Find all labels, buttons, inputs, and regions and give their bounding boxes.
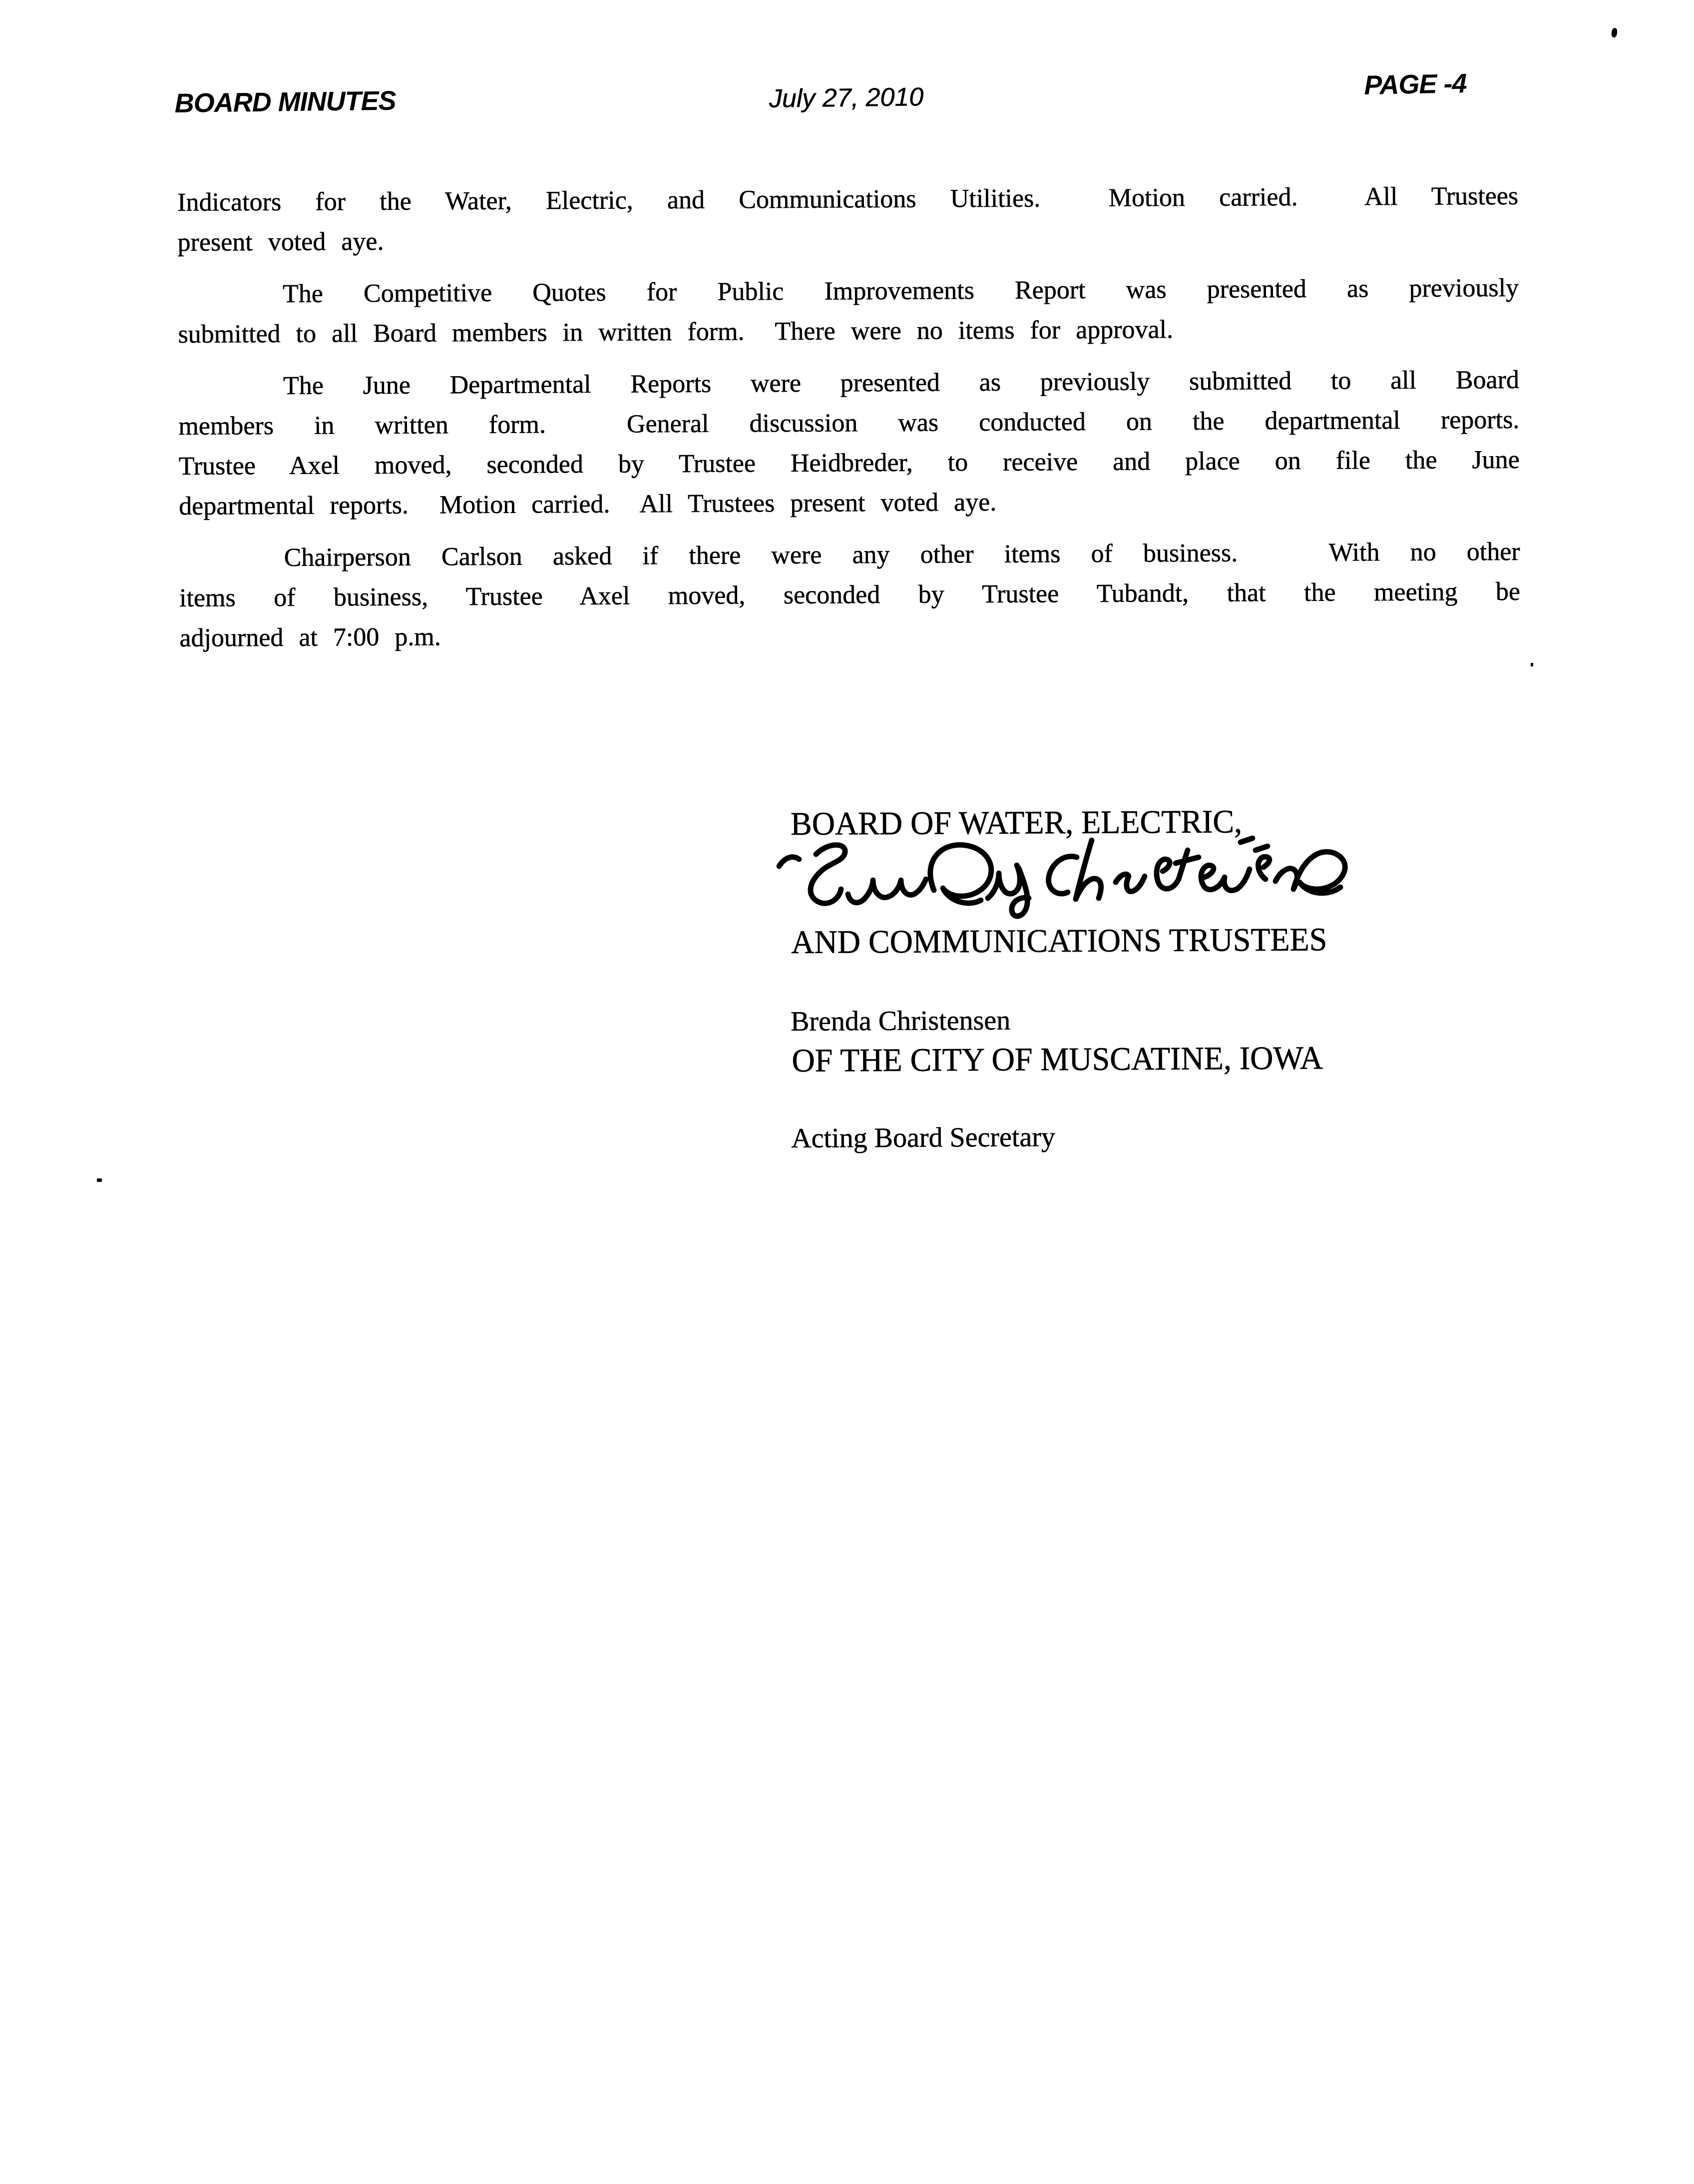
signer-block — [790, 923, 1056, 1236]
signer-title: Acting Board Secretary — [791, 1121, 1056, 1154]
text-line: The June Departmental Reports were presented as previously submitted to all Board — [283, 365, 1520, 400]
text-line: departmental reports. Motion carried. All Trustees present voted aye. — [179, 488, 997, 521]
header-date: July 27, 2010 — [769, 82, 924, 114]
paragraph-3 — [178, 360, 1520, 527]
org-line: AND COMMUNICATIONS TRUSTEES — [791, 921, 1327, 961]
text-line: submitted to all Board members in written form. There were no items for approval. — [178, 315, 1174, 349]
org-line: BOARD OF WATER, ELECTRIC, — [790, 803, 1243, 842]
org-line: OF THE CITY OF MUSCATINE, IOWA — [792, 1040, 1323, 1079]
text-line: present voted aye. — [177, 227, 384, 257]
text-line: Trustee Axel moved, seconded by Trustee Heidbreder, to receive and place on file the June — [178, 445, 1520, 481]
paragraph-1 — [177, 176, 1519, 263]
paragraph-2 — [178, 268, 1519, 355]
text-line: The Competitive Quotes for Public Improvements Report was presented as previously — [282, 273, 1519, 308]
text-line: Indicators for the Water, Electric, and Communications Utilities. Motion carried. All Trustees — [177, 181, 1519, 217]
signer-name: Brenda Christensen — [790, 1005, 1011, 1037]
header-page-number: PAGE -4 — [1363, 68, 1467, 101]
text-line: items of business, Trustee Axel moved, seconded by Trustee Tubandt, that the meeting be — [179, 577, 1521, 612]
signature-image — [772, 830, 1356, 930]
scan-speck-top-right — [1611, 27, 1618, 37]
scan-speck-left-margin — [97, 1178, 102, 1182]
scan-speck-right-margin — [1531, 663, 1533, 666]
text-line: Chairperson Carlson asked if there were any other items of business. With no other — [284, 537, 1520, 572]
paragraph-4 — [179, 532, 1520, 658]
header-doc-title: BOARD MINUTES — [174, 85, 396, 119]
minutes-body — [177, 176, 1521, 670]
text-line: members in written form. General discussion was conducted on the departmental reports. — [178, 405, 1520, 441]
text-line: adjourned at 7:00 p.m. — [179, 622, 441, 652]
